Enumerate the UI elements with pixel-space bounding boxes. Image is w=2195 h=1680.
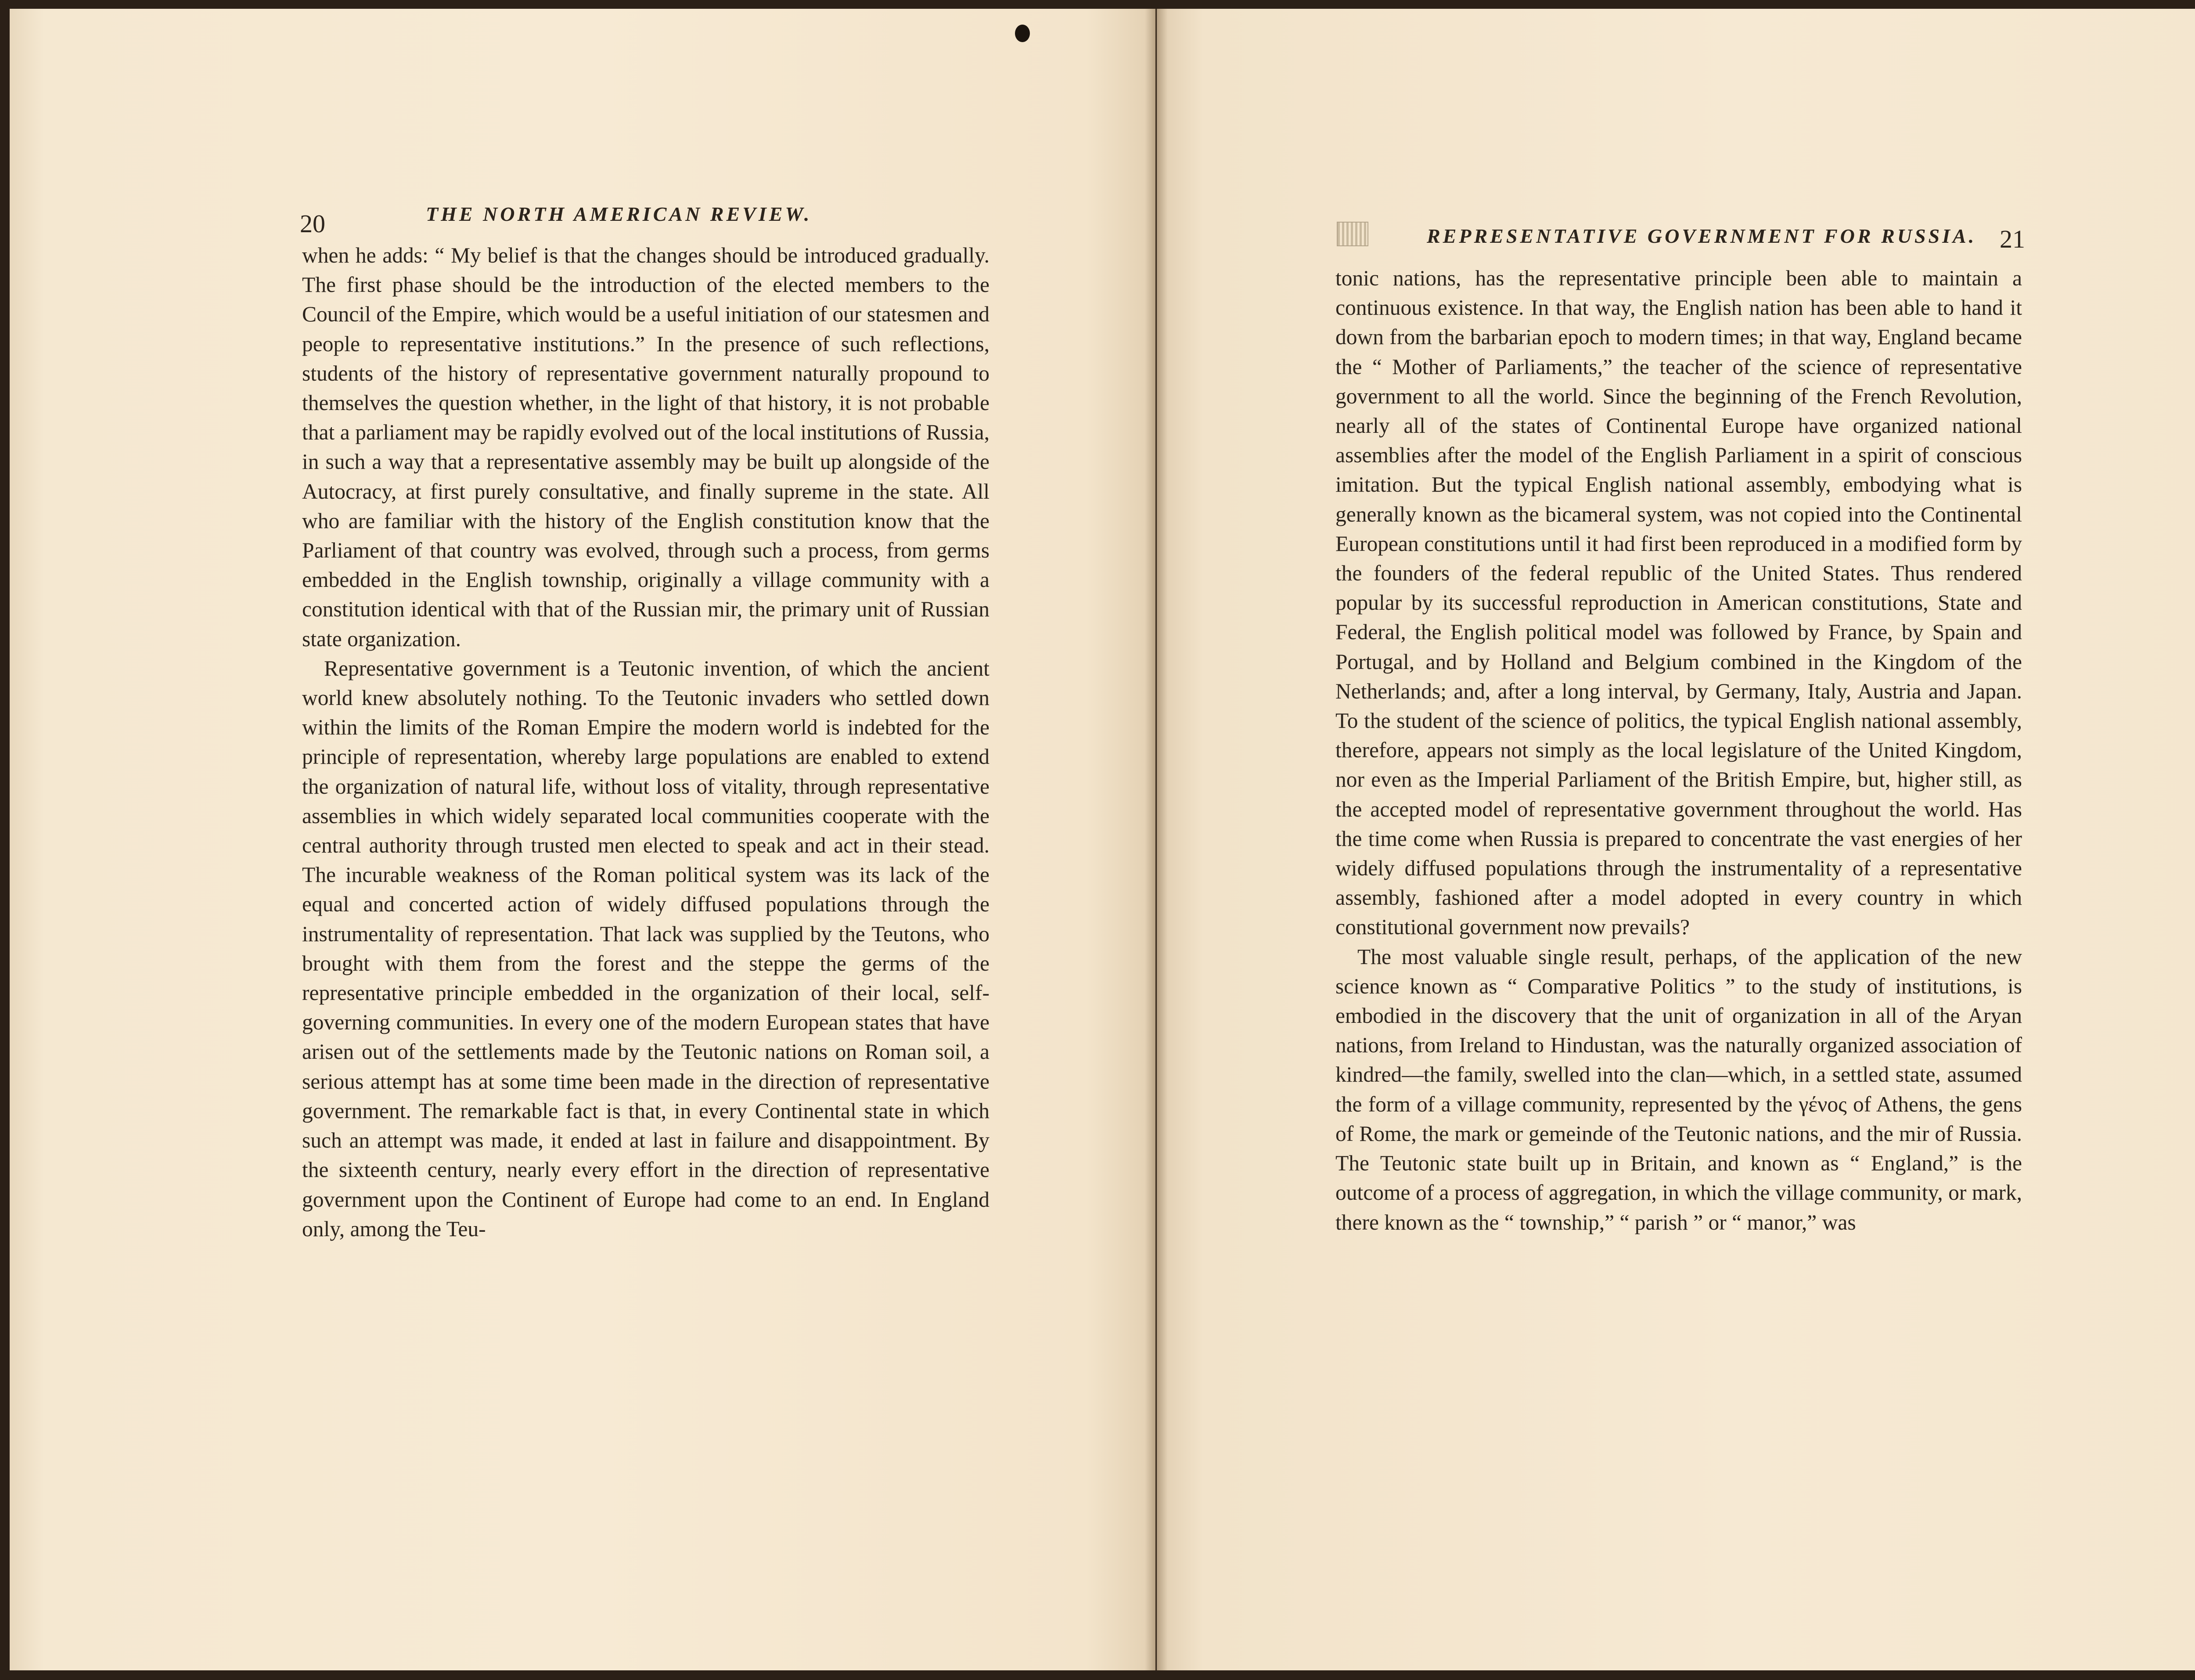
left-page-number: 20 bbox=[300, 209, 325, 238]
left-paragraph-1: when he adds: “ My belief is that the changes should be introduced gradually. The first phase should be the introduction of the elected members to the Council of the Empire, which would be a useful initiation of our statesmen and people to representative institutions.” In the presence of such reflections, students of the history of representative government naturally propound to themselves the question whether, in the light of that history, it is not probable that a parliament may be rapidly evolved out of the local institutions of Russia, in such a way that a representative assembly may be built up alongside of the Autocracy, at first purely consultative, and finally supreme in the state. All who are familiar with the history of the English constitution know that the Parliament of that country was evolved, through such a process, from germs embedded in the English township, originally a village community with a constitution identical with that of the Russian mir, the primary unit of Russian state organization. bbox=[302, 243, 990, 651]
binding-hole bbox=[1015, 25, 1030, 42]
left-running-title: THE NORTH AMERICAN REVIEW. bbox=[426, 203, 812, 225]
library-stamp-mark bbox=[1337, 222, 1368, 246]
right-paragraph-2: The most valuable single result, perhaps, of the application of the new science known as “ Comparative Politics ” to the study of institutions, is embodied in the discovery that the unit of organization in all of the Aryan nations, from Ireland to Hindustan, was the naturally organized association of kindred—the family, swelled into the clan—which, in a settled state, assumed the form of a village community, represented by the γένος of Athens, the gens of Rome, the mark or gemeinde of the Teutonic nations, and the mir of Russia. The Teutonic state built up in Britain, and known as “ England,” is the outcome of a process of aggregation, in which the village community, or mark, there known as the “ township,” “ parish ” or “ manor,” was bbox=[1335, 944, 2022, 1234]
left-paragraph-2: Representative government is a Teutonic invention, of which the ancient world knew absolutely nothing. To the Teutonic invaders who settled down within the limits of the Roman Empire the modern world is indebted for the principle of representation, whereby large populations are enabled to extend the organization of natural life, without loss of vitality, through representative assemblies in which widely separated local communities cooperate with the central authority through trusted men elected to speak and act in their stead. The incurable weakness of the Roman political system was its lack of the equal and concerted action of widely diffused populations through the instrumentality of representation. That lack was supplied by the Teutons, who brought with them from the forest and the steppe the germs of the representative principle embedded in the organization of their local, self-governing communities. In every one of the modern European states that have arisen out of the settlements made by the Teutonic nations on Roman soil, a serious attempt has at some time been made in the direction of representative government. The remarkable fact is that, in every Continental state in which such an attempt was made, it ended at last in failure and disappointment. By the sixteenth century, nearly every effort in the direction of representative government upon the Continent of Europe had come to an end. In England only, among the Teu- bbox=[302, 656, 990, 1241]
right-page-number: 21 bbox=[2000, 225, 2025, 253]
book-gutter bbox=[1145, 9, 1168, 1670]
left-page-body bbox=[302, 241, 990, 1244]
right-paragraph-1: tonic nations, has the representative principle been able to maintain a continuous existence. In that way, the English nation has been able to hand it down from the barbarian epoch to modern times; in that way, England became the “ Mother of Parliaments,” the teacher of the science of representative government to all the world. Since the beginning of the French Revolution, nearly all of the states of Continental Europe have organized national assemblies after the model of the English Parliament in a spirit of conscious imitation. But the typical English national assembly, embodying what is generally known as the bicameral system, was not copied into the Continental European constitutions until it had first been reproduced in a modified form by the founders of the federal republic of the United States. Thus rendered popular by its successful reproduction in American constitutions, State and Federal, the English political model was followed by France, by Spain and Portugal, and by Holland and Belgium combined in the Kingdom of the Netherlands; and, after a long interval, by Germany, Italy, Austria and Japan. To the student of the science of politics, the typical English national assembly, therefore, appears not simply as the local legislature of the United Kingdom, nor even as the Imperial Parliament of the British Empire, but, higher still, as the accepted model of representative government throughout the world. Has the time come when Russia is prepared to concentrate the vast energies of her widely diffused populations through the instrumentality of a representative assembly, fashioned after a model adopted in every country in which constitutional government now prevails? bbox=[1335, 266, 2022, 939]
right-running-title: REPRESENTATIVE GOVERNMENT FOR RUSSIA. bbox=[1427, 225, 1977, 247]
right-page-body bbox=[1335, 263, 2022, 1237]
